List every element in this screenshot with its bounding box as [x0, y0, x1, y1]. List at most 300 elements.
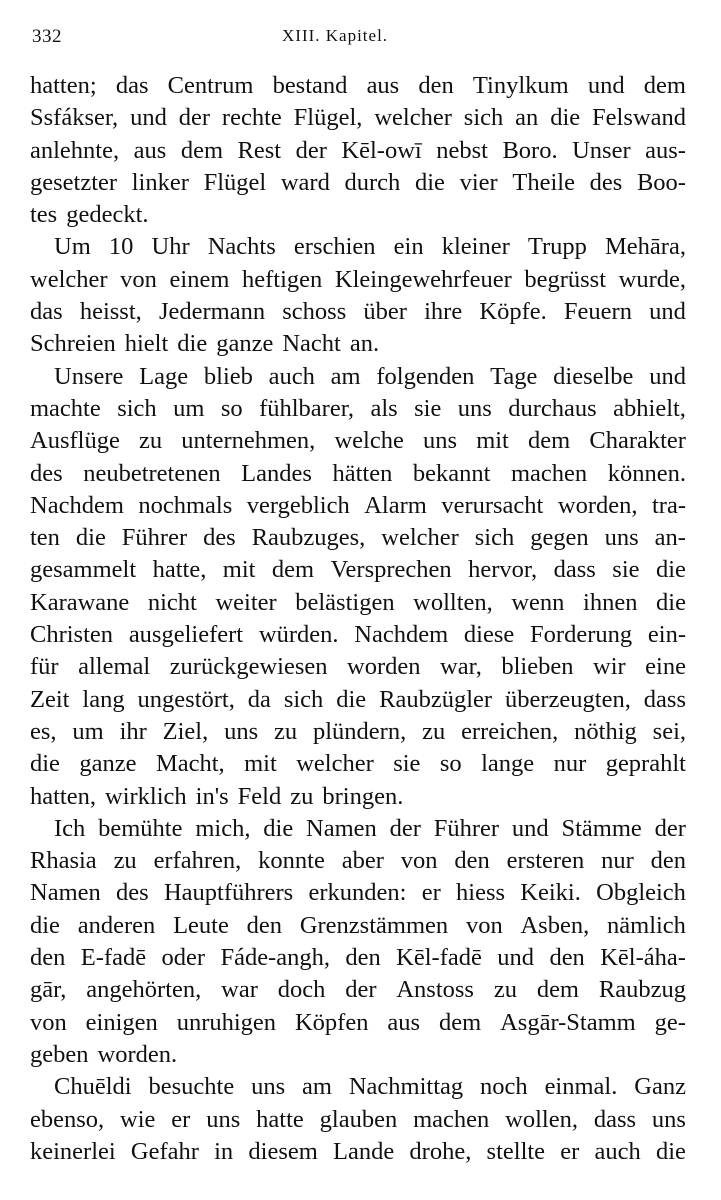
- word: linker: [131, 168, 189, 196]
- word: dass: [593, 1105, 637, 1133]
- word: folgenden: [376, 362, 475, 390]
- word: Karawane: [30, 588, 130, 616]
- word: die: [263, 814, 294, 842]
- word: da: [247, 685, 271, 713]
- word: worden,: [557, 491, 638, 519]
- word: Kēl-owī: [341, 136, 422, 164]
- word: Flügel: [203, 168, 267, 196]
- word: ihre: [424, 298, 463, 326]
- word: von: [30, 1008, 67, 1036]
- word: so: [220, 394, 243, 422]
- word: zu: [113, 847, 137, 875]
- word: an.: [349, 330, 380, 358]
- word: Grenzstämmen: [299, 911, 449, 939]
- word: nur: [601, 847, 634, 875]
- text-line: [30, 102, 686, 134]
- word: begrüsst: [524, 265, 607, 293]
- word: für: [30, 653, 59, 681]
- word: es,: [30, 717, 57, 745]
- word: eine: [645, 653, 686, 681]
- word: hatten;: [30, 72, 97, 99]
- word: besuchte: [148, 1073, 235, 1101]
- word: die: [177, 330, 208, 358]
- word: Asgār-Stamm: [500, 1008, 636, 1036]
- word: Christen: [30, 621, 114, 649]
- word: auch: [594, 1137, 641, 1165]
- word: keinerlei: [30, 1137, 116, 1165]
- word: Nachdem: [354, 621, 449, 649]
- word: Ssfákser,: [30, 104, 119, 132]
- word: zu: [138, 427, 163, 455]
- word: den: [650, 847, 686, 875]
- word: plündern,: [313, 717, 407, 745]
- word: Raubzuges,: [251, 524, 366, 552]
- word: den: [549, 944, 585, 972]
- text-line: [30, 684, 686, 716]
- word: Trupp: [527, 233, 587, 261]
- word: Flügel,: [293, 104, 363, 132]
- word: der: [295, 136, 327, 164]
- word: Ziel,: [162, 717, 209, 745]
- word: Um: [54, 233, 91, 261]
- word: die: [655, 1137, 686, 1165]
- word: den: [30, 944, 66, 972]
- word: geben: [30, 1040, 89, 1068]
- word: dem: [180, 136, 224, 164]
- word: allemal: [78, 653, 151, 681]
- word: ge-: [654, 1008, 686, 1036]
- word: erschien: [293, 233, 376, 261]
- word: bringen.: [322, 782, 404, 810]
- word: welcher: [374, 104, 452, 132]
- word: Obgleich: [596, 879, 686, 907]
- word: anderen: [77, 911, 156, 939]
- word: bekannt: [412, 459, 491, 487]
- text-line: [30, 619, 686, 651]
- word: Alarm: [364, 491, 427, 519]
- page-number: 332: [32, 26, 62, 47]
- word: das: [115, 72, 149, 99]
- word: das: [30, 298, 63, 326]
- word: dem: [536, 976, 579, 1004]
- word: ganze: [79, 750, 137, 778]
- word: mit: [244, 750, 277, 778]
- text-line: [30, 845, 686, 877]
- word: überzeugten,: [505, 685, 631, 713]
- word: Versprechen: [330, 556, 452, 584]
- word: Rest: [237, 136, 282, 164]
- word: lang: [82, 685, 125, 713]
- word: die: [656, 588, 686, 616]
- word: worden: [347, 653, 421, 681]
- word: Namen: [30, 879, 101, 907]
- word: Keiki.: [520, 879, 581, 907]
- word: die: [30, 750, 60, 778]
- text-line: [30, 231, 686, 263]
- word: Mehāra,: [605, 233, 686, 261]
- word: und: [497, 944, 535, 972]
- text-line: [30, 490, 686, 522]
- word: ganze: [216, 330, 274, 358]
- word: Leute: [173, 911, 229, 939]
- word: Rhasia: [30, 847, 97, 875]
- word: von: [400, 847, 438, 875]
- text-line: [30, 522, 686, 554]
- word: er: [560, 1137, 580, 1165]
- word: einmal.: [544, 1073, 618, 1101]
- word: nur: [553, 750, 587, 778]
- word: uns: [224, 717, 259, 745]
- word: Zeit: [30, 685, 70, 713]
- word: durchaus: [508, 394, 597, 422]
- text-line: [30, 716, 686, 748]
- word: hätten: [332, 459, 393, 487]
- word: geprahlt: [605, 750, 686, 778]
- text-line: [30, 587, 686, 619]
- word: würden.: [258, 621, 339, 649]
- word: mit: [476, 427, 509, 455]
- word: als: [370, 394, 398, 422]
- word: vergeblich: [246, 491, 350, 519]
- word: dem: [271, 556, 315, 584]
- text-line: [30, 264, 686, 296]
- word: am: [330, 362, 361, 390]
- word: über: [363, 298, 407, 326]
- word: zu: [493, 976, 517, 1004]
- word: wie: [120, 1105, 156, 1133]
- word: Uhr: [151, 233, 190, 261]
- word: einem: [169, 265, 230, 293]
- word: unternehmen,: [181, 427, 316, 455]
- text-line: [30, 1071, 686, 1103]
- word: Felswand: [592, 104, 686, 132]
- word: zu: [274, 717, 298, 745]
- word: von: [465, 911, 503, 939]
- word: Köpfen: [294, 1008, 369, 1036]
- text-line: [30, 974, 686, 1006]
- word: Centrum: [167, 72, 254, 99]
- word: gedeckt.: [66, 201, 149, 229]
- word: welcher: [381, 524, 459, 552]
- word: Chuēldi: [54, 1073, 132, 1101]
- word: Gefahr: [130, 1137, 199, 1165]
- word: können.: [607, 459, 686, 487]
- running-head: XIII. Kapitel.: [282, 26, 389, 45]
- word: nochmals: [138, 491, 233, 519]
- word: Forderung: [530, 621, 633, 649]
- word: und: [587, 72, 625, 99]
- word: gār,: [30, 976, 67, 1004]
- word: hiess: [456, 879, 506, 907]
- word: Landes: [241, 459, 312, 487]
- word: dem: [643, 72, 686, 99]
- word: oder: [161, 944, 206, 972]
- text-line: [30, 1007, 686, 1039]
- word: und: [511, 814, 549, 842]
- word: machen: [413, 1105, 490, 1133]
- word: um: [173, 394, 205, 422]
- word: vier: [459, 168, 498, 196]
- word: aus-: [645, 136, 686, 164]
- word: dass: [643, 685, 686, 713]
- word: sich: [117, 394, 157, 422]
- word: machen: [511, 459, 588, 487]
- word: hatte: [256, 1105, 304, 1133]
- word: Ganz: [634, 1073, 686, 1101]
- word: ersteren: [506, 847, 585, 875]
- word: einigen: [85, 1008, 158, 1036]
- word: hatte,: [152, 556, 207, 584]
- word: die: [30, 911, 60, 939]
- word: Jedermann: [158, 298, 266, 326]
- word: Nachts: [207, 233, 276, 261]
- word: der: [389, 814, 421, 842]
- word: auch: [268, 362, 315, 390]
- text-line: [30, 425, 686, 457]
- word: Tage: [490, 362, 538, 390]
- word: Nachmittag: [348, 1073, 464, 1101]
- word: stellte: [486, 1137, 546, 1165]
- word: Anstoss: [396, 976, 474, 1004]
- word: sich: [283, 685, 324, 713]
- word: dem: [528, 427, 571, 455]
- word: wollten,: [413, 588, 493, 616]
- word: schoss: [282, 298, 347, 326]
- word: weiter: [215, 588, 277, 616]
- word: er: [421, 879, 441, 907]
- word: noch: [480, 1073, 528, 1101]
- word: wenn: [511, 588, 565, 616]
- word: uns: [457, 394, 492, 422]
- word: aus: [133, 136, 167, 164]
- word: war: [221, 976, 258, 1004]
- word: Boro.: [502, 136, 558, 164]
- word: neubetretenen: [83, 459, 221, 487]
- word: Führer: [433, 814, 500, 842]
- word: wir: [593, 653, 626, 681]
- word: Hauptführers: [163, 879, 294, 907]
- text-line: [30, 167, 686, 199]
- text-line: [30, 296, 686, 328]
- word: Raubzügler: [379, 685, 493, 713]
- word: des: [203, 524, 236, 552]
- word: ihr: [119, 717, 147, 745]
- word: sie: [414, 394, 442, 422]
- word: blieb: [203, 362, 253, 390]
- word: bemühte: [98, 814, 183, 842]
- text-line: [30, 199, 686, 231]
- word: nöthig: [574, 717, 637, 745]
- word: Feld: [237, 782, 282, 810]
- word: ein: [393, 233, 424, 261]
- word: Schreien: [30, 330, 116, 358]
- word: uns: [422, 427, 458, 455]
- word: welcher: [296, 750, 374, 778]
- word: 10: [108, 233, 134, 261]
- word: hatten,: [30, 782, 96, 810]
- text-line: [30, 70, 686, 102]
- word: den: [454, 847, 490, 875]
- word: die: [655, 556, 686, 584]
- word: Asben,: [520, 911, 590, 939]
- text-line: [30, 651, 686, 683]
- word: E-fadē: [80, 944, 147, 972]
- word: war,: [440, 653, 482, 681]
- word: uns: [604, 524, 639, 552]
- word: welcher: [30, 265, 108, 293]
- word: und: [649, 362, 686, 390]
- word: an-: [654, 524, 686, 552]
- word: dieselbe: [553, 362, 634, 390]
- text-line: [30, 135, 686, 167]
- word: ten: [30, 524, 60, 552]
- word: gesammelt: [30, 556, 137, 584]
- word: zurückgewiesen: [169, 653, 328, 681]
- word: wurde,: [618, 265, 686, 293]
- word: in: [214, 1137, 234, 1165]
- text-line: [30, 393, 686, 425]
- word: wollen,: [505, 1105, 578, 1133]
- word: tra-: [651, 491, 686, 519]
- word: der: [654, 814, 686, 842]
- word: gesetzter: [30, 168, 118, 196]
- word: der: [178, 104, 211, 132]
- word: nicht: [147, 588, 197, 616]
- word: drohe,: [409, 1137, 472, 1165]
- word: unruhigen: [176, 1008, 277, 1036]
- word: ward: [280, 168, 330, 196]
- word: tes: [30, 201, 58, 229]
- word: bestand: [272, 72, 348, 99]
- word: die: [336, 685, 367, 713]
- word: gegen: [530, 524, 589, 552]
- word: sie: [393, 750, 421, 778]
- word: sich: [463, 104, 504, 132]
- word: zu: [290, 782, 314, 810]
- word: Feuern: [563, 298, 632, 326]
- word: hielt: [124, 330, 169, 358]
- word: dass: [553, 556, 596, 584]
- word: nebst: [436, 136, 488, 164]
- text-line: [30, 813, 686, 845]
- word: angehörten,: [86, 976, 202, 1004]
- word: hervor,: [468, 556, 538, 584]
- text-line: [30, 458, 686, 490]
- text-line: [30, 1104, 686, 1136]
- word: mich,: [195, 814, 251, 842]
- word: Nacht: [282, 330, 341, 358]
- text-line: [30, 554, 686, 586]
- word: sei,: [652, 717, 686, 745]
- word: blieben: [501, 653, 574, 681]
- text-line: [30, 942, 686, 974]
- word: sie: [612, 556, 640, 584]
- word: aus: [387, 1008, 421, 1036]
- word: machte: [30, 394, 101, 422]
- word: ihnen: [583, 588, 638, 616]
- word: uns: [251, 1073, 286, 1101]
- word: um: [72, 717, 104, 745]
- word: Kleingewehrfeuer: [334, 265, 512, 293]
- word: den: [345, 944, 381, 972]
- word: diese: [463, 621, 515, 649]
- word: abhielt,: [613, 394, 686, 422]
- word: belästigen: [295, 588, 395, 616]
- word: fühlbarer,: [259, 394, 355, 422]
- text-line: [30, 877, 686, 909]
- word: des: [30, 459, 63, 487]
- word: Kēl-áha-: [600, 944, 686, 972]
- word: ungestört,: [137, 685, 235, 713]
- word: doch: [277, 976, 326, 1004]
- word: am: [302, 1073, 332, 1101]
- word: verursacht: [441, 491, 544, 519]
- word: nämlich: [607, 911, 686, 939]
- text-line: [30, 1039, 686, 1071]
- word: worden.: [97, 1040, 178, 1068]
- word: rechte: [221, 104, 282, 132]
- word: Unser: [572, 136, 631, 164]
- word: wirklich: [105, 782, 187, 810]
- word: der: [345, 976, 377, 1004]
- word: ein-: [647, 621, 686, 649]
- word: Namen: [306, 814, 377, 842]
- word: Lande: [333, 1137, 395, 1165]
- word: Lage: [139, 362, 189, 390]
- word: diesem: [248, 1137, 318, 1165]
- word: Macht,: [155, 750, 225, 778]
- word: Unsere: [54, 362, 124, 390]
- word: Ich: [54, 814, 86, 842]
- word: uns: [651, 1105, 686, 1133]
- text-line: [30, 361, 686, 393]
- word: ausgeliefert: [128, 621, 244, 649]
- word: welche: [334, 427, 404, 455]
- word: aber: [341, 847, 384, 875]
- word: den: [246, 911, 283, 939]
- word: konnte: [258, 847, 325, 875]
- text-line: [30, 910, 686, 942]
- word: Ausflüge: [30, 427, 120, 455]
- word: des: [116, 879, 149, 907]
- word: von: [120, 265, 157, 293]
- word: Tinylkum: [472, 72, 569, 99]
- text-line: [30, 781, 686, 813]
- body-text: [30, 70, 686, 1168]
- word: Charakter: [589, 427, 686, 455]
- word: Theile: [512, 168, 575, 196]
- word: glauben: [319, 1105, 398, 1133]
- word: des: [589, 168, 623, 196]
- word: heftigen: [242, 265, 323, 293]
- word: ebenso,: [30, 1105, 105, 1133]
- word: uns: [206, 1105, 241, 1133]
- word: die: [75, 524, 106, 552]
- word: heisst,: [79, 298, 142, 326]
- page-header: [32, 26, 681, 50]
- word: Fáde-angh,: [220, 944, 330, 972]
- word: Nachdem: [30, 491, 124, 519]
- word: erreichen,: [461, 717, 559, 745]
- word: die: [550, 104, 581, 132]
- word: und: [130, 104, 167, 132]
- word: erkunden:: [308, 879, 407, 907]
- word: die: [414, 168, 445, 196]
- word: Köpfe.: [479, 298, 547, 326]
- word: den: [418, 72, 454, 99]
- word: Stämme: [561, 814, 642, 842]
- word: lange: [481, 750, 535, 778]
